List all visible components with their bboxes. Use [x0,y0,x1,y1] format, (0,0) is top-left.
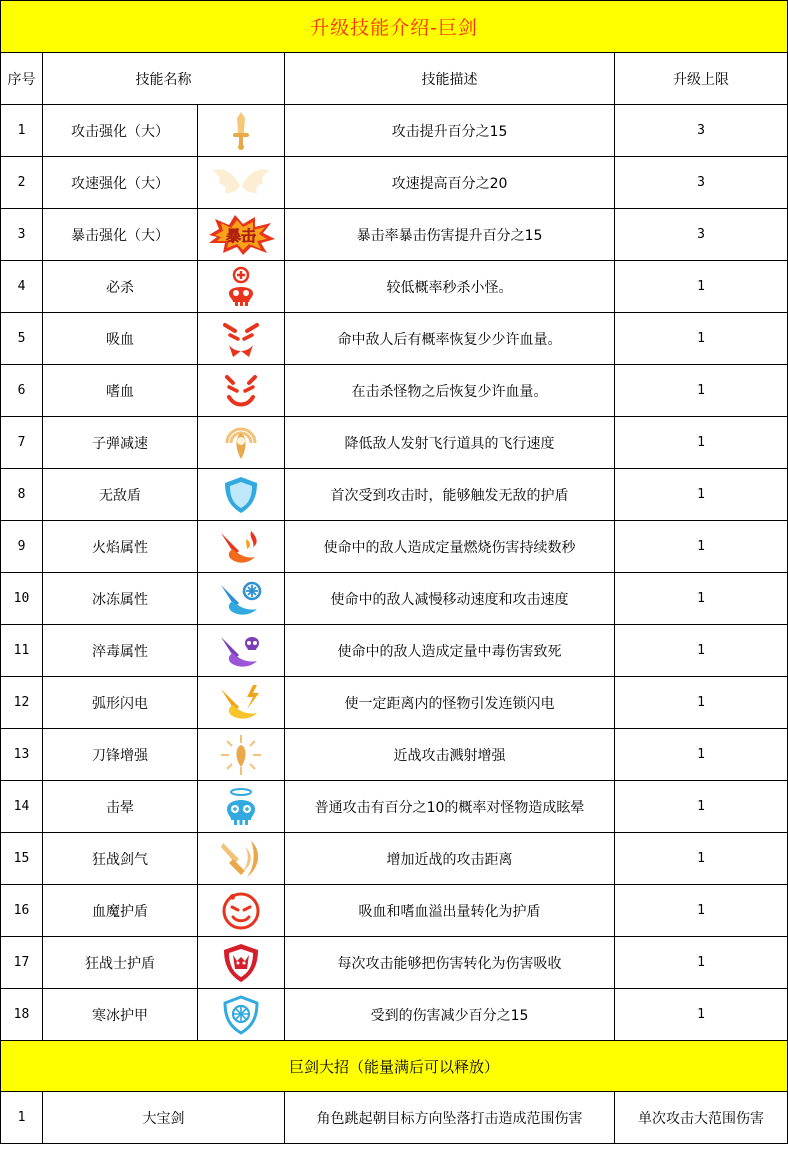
skill-index: 8 [1,469,43,521]
berserker-shield-icon [198,937,285,989]
skill-name: 寒冰护甲 [43,989,198,1041]
skill-description: 命中敌人后有概率恢复少少许血量。 [285,313,615,365]
blade-burst-icon [198,729,285,781]
header-desc: 技能描述 [285,53,615,105]
ultimate-section-title: 巨剑大招（能量满后可以释放） [1,1041,788,1092]
skill-upgrade-limit: 1 [615,573,788,625]
skill-description: 普通攻击有百分之10的概率对怪物造成眩晕 [285,781,615,833]
skill-index: 15 [1,833,43,885]
skill-name: 淬毒属性 [43,625,198,677]
skill-upgrade-limit: 1 [615,833,788,885]
sword-icon [198,105,285,157]
skill-index: 2 [1,157,43,209]
header-limit: 升级上限 [615,53,788,105]
slow-bullet-icon [198,417,285,469]
skill-upgrade-limit: 1 [615,781,788,833]
skill-name: 击晕 [43,781,198,833]
skill-name: 刀锋增强 [43,729,198,781]
skill-upgrade-limit: 1 [615,521,788,573]
skill-description: 攻速提高百分之20 [285,157,615,209]
table-row [1,937,788,989]
table-row [1,469,788,521]
skill-index: 4 [1,261,43,313]
skill-upgrade-limit: 1 [615,677,788,729]
skill-description: 吸血和嗜血溢出量转化为护盾 [285,885,615,937]
skill-description: 使一定距离内的怪物引发连锁闪电 [285,677,615,729]
skill-name: 狂战士护盾 [43,937,198,989]
skill-index: 16 [1,885,43,937]
skill-index: 17 [1,937,43,989]
frost-armor-icon [198,989,285,1041]
skill-description: 暴击率暴击伤害提升百分之15 [285,209,615,261]
skill-name: 火焰属性 [43,521,198,573]
skill-name: 必杀 [43,261,198,313]
skill-upgrade-limit: 1 [615,469,788,521]
table-row [1,209,788,261]
ultimate-description: 角色跳起朝目标方向坠落打击造成范围伤害 [285,1092,615,1144]
skill-description: 每次攻击能够把伤害转化为伤害吸收 [285,937,615,989]
skill-name: 嗜血 [43,365,198,417]
vampire-face-icon [198,313,285,365]
skill-description: 近战攻击溅射增强 [285,729,615,781]
skill-description: 攻击提升百分之15 [285,105,615,157]
skill-index: 12 [1,677,43,729]
skill-name: 攻击强化（大） [43,105,198,157]
skill-upgrade-limit: 1 [615,417,788,469]
skill-name: 冰冻属性 [43,573,198,625]
skill-description: 受到的伤害减少百分之15 [285,989,615,1041]
skill-upgrade-limit: 1 [615,625,788,677]
table-row [1,989,788,1041]
table-row [1,365,788,417]
table-row [1,781,788,833]
skill-upgrade-limit: 1 [615,989,788,1041]
skill-index: 5 [1,313,43,365]
skill-index: 11 [1,625,43,677]
table-row [1,833,788,885]
skill-index: 9 [1,521,43,573]
skill-description: 首次受到攻击时，能够触发无敌的护盾 [285,469,615,521]
skill-name: 无敌盾 [43,469,198,521]
skill-description: 降低敌人发射飞行道具的飞行速度 [285,417,615,469]
skill-description: 使命中的敌人造成定量中毒伤害致死 [285,625,615,677]
ice-sword-icon [198,573,285,625]
ultimate-name: 大宝剑 [43,1092,285,1144]
skill-description: 在击杀怪物之后恢复少许血量。 [285,365,615,417]
lightning-sword-icon [198,677,285,729]
demon-face-icon [198,365,285,417]
skill-name: 吸血 [43,313,198,365]
skill-index: 6 [1,365,43,417]
skill-upgrade-limit: 1 [615,937,788,989]
poison-sword-icon [198,625,285,677]
header-name: 技能名称 [43,53,285,105]
skill-description: 使命中的敌人减慢移动速度和攻击速度 [285,573,615,625]
skill-upgrade-limit: 1 [615,365,788,417]
table-row [1,417,788,469]
header-row [1,53,788,105]
fire-sword-icon [198,521,285,573]
skill-name: 弧形闪电 [43,677,198,729]
skill-index: 13 [1,729,43,781]
skill-description: 较低概率秒杀小怪。 [285,261,615,313]
skill-name: 子弹减速 [43,417,198,469]
page-title: 升级技能介绍-巨剑 [1,1,788,53]
sword-wave-icon [198,833,285,885]
skill-description: 增加近战的攻击距离 [285,833,615,885]
wings-icon [198,157,285,209]
skill-name: 攻速强化（大） [43,157,198,209]
ultimate-limit: 单次攻击大范围伤害 [615,1092,788,1144]
skill-upgrade-limit: 3 [615,157,788,209]
skill-index: 1 [1,105,43,157]
stun-skull-icon [198,781,285,833]
table-row [1,677,788,729]
skill-upgrade-limit: 1 [615,729,788,781]
skill-upgrade-limit: 1 [615,885,788,937]
table-row [1,729,788,781]
skill-upgrade-limit: 3 [615,209,788,261]
table-row [1,521,788,573]
ultimate-section-row [1,1041,788,1092]
skill-name: 血魔护盾 [43,885,198,937]
ultimate-row [1,1092,788,1144]
skill-name: 狂战剑气 [43,833,198,885]
skill-index: 18 [1,989,43,1041]
skull-plus-icon [198,261,285,313]
table-row [1,573,788,625]
table-row [1,261,788,313]
ultimate-index: 1 [1,1092,43,1144]
table-row [1,105,788,157]
crit-icon-label: 暴击 [225,226,257,245]
skill-upgrade-limit: 1 [615,313,788,365]
crit-burst-icon [198,209,285,261]
skill-name: 暴击强化（大） [43,209,198,261]
skill-index: 10 [1,573,43,625]
skill-index: 7 [1,417,43,469]
header-index: 序号 [1,53,43,105]
table-row [1,313,788,365]
skill-description: 使命中的敌人造成定量燃烧伤害持续数秒 [285,521,615,573]
skill-index: 3 [1,209,43,261]
table-row [1,885,788,937]
table-row [1,625,788,677]
table-row [1,157,788,209]
skill-upgrade-limit: 1 [615,261,788,313]
skill-index: 14 [1,781,43,833]
blood-demon-icon [198,885,285,937]
title-row [1,1,788,53]
shield-icon [198,469,285,521]
skill-upgrade-limit: 3 [615,105,788,157]
